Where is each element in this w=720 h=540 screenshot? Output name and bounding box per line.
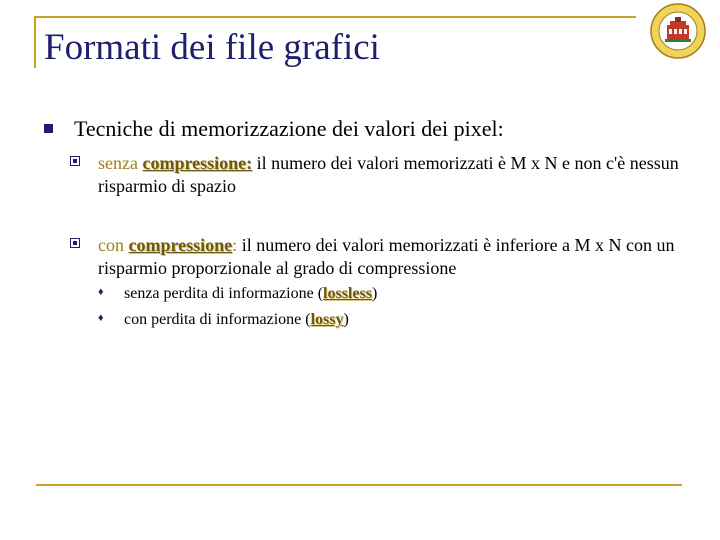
link-lossy[interactable]: lossy [310,311,344,328]
sub-bullet-senza-rest: il numero dei valori memorizzati è M x N e non c'è nessun risparmio di spazio [98,153,679,197]
lossless-post: ) [371,285,378,302]
diamond-bullet-icon: ♦ [98,286,104,298]
university-seal-icon [650,3,706,59]
link-compressione-1[interactable]: compressione: [142,153,253,173]
lossy-post: ) [343,311,349,328]
sub-sub-bullet-lossy-text [124,310,349,331]
link-lossless[interactable]: lossless [323,285,372,302]
frame-top-line [34,16,636,18]
lossy-pre: con perdita di informazione ( [124,311,311,328]
keyword-colon: : [232,235,238,255]
square-outline-bullet-icon [70,156,80,166]
square-outline-bullet-icon [70,238,80,248]
square-bullet-icon [44,124,53,133]
bottom-divider [36,484,682,486]
lossless-pre: senza perdita di informazione ( [124,285,324,302]
keyword-con: con [98,235,124,255]
frame-left-line [34,16,36,68]
link-compressione-2[interactable]: compressione [128,235,233,255]
sub-bullet-con-text [98,234,688,281]
sub-sub-bullet-lossless-text [124,284,377,305]
sub-bullet-senza-text [98,152,688,199]
slide-title: Formati dei file grafici [44,27,380,68]
bullet-level1-text: Tecniche di memorizzazione dei valori dei pixel: [74,116,504,141]
diamond-bullet-icon: ♦ [98,312,104,324]
sub-bullet-con-rest: il numero dei valori memorizzati è inferiore a M x N con un risparmio proporzionale al grado di compressione [98,235,675,279]
keyword-senza: senza [98,153,138,173]
